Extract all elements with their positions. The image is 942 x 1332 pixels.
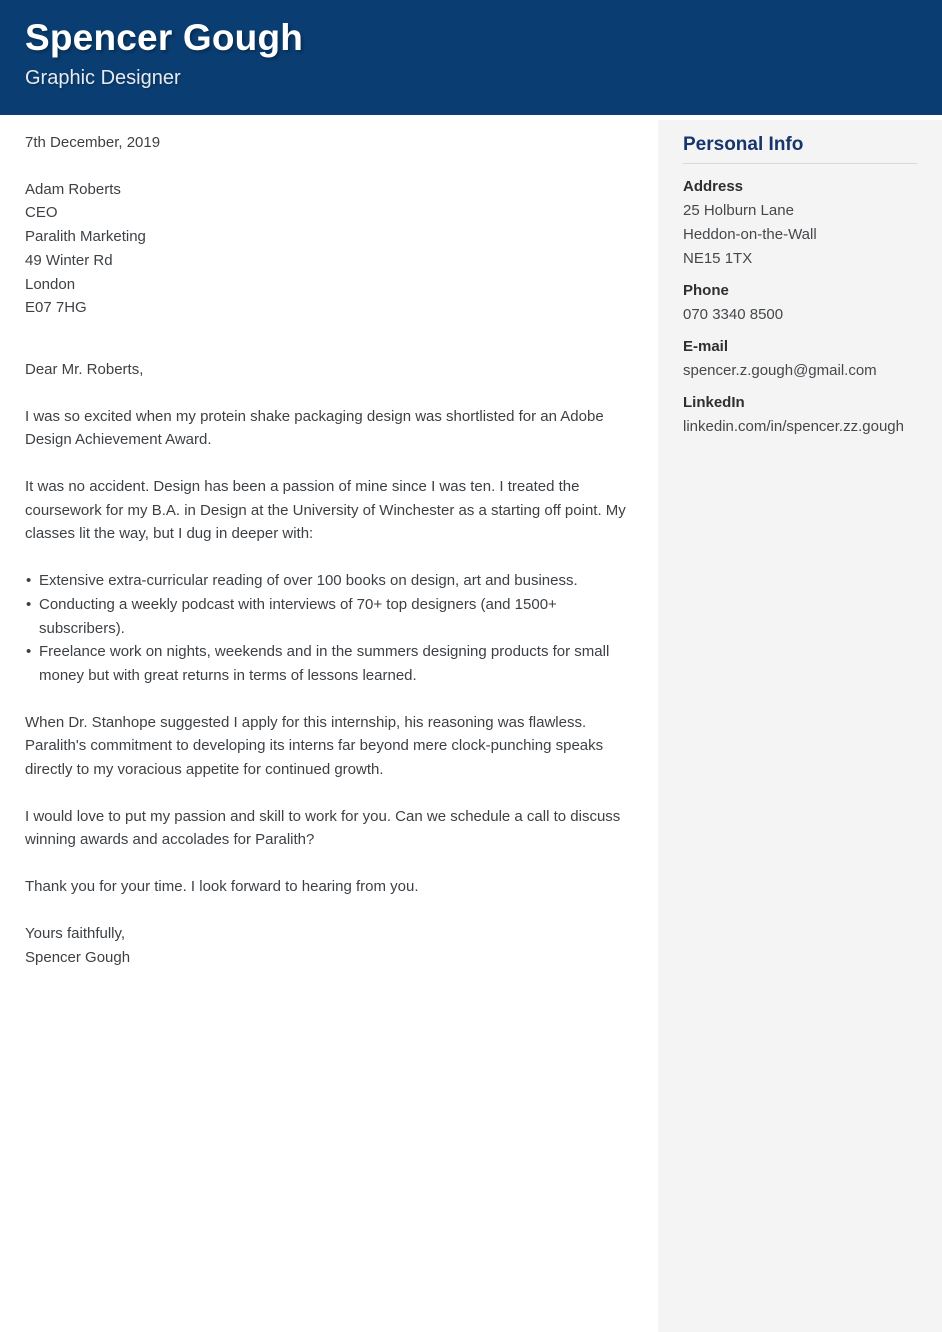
bullet-item: • Conducting a weekly podcast with interviews of 70+ top designers (and 1500+ subscribers). — [25, 593, 630, 640]
letter-date: 7th December, 2019 — [25, 134, 161, 151]
page-header — [0, 0, 942, 115]
recipient-line: Adam Roberts — [25, 180, 121, 198]
letter-paragraph: I was so excited when my protein shake packaging design was shortlisted for an Adobe Design Achievement Award. — [25, 407, 604, 449]
sidebar-heading: Personal Info — [683, 134, 804, 155]
bullet-item: • Freelance work on nights, weekends and in the summers designing products for small money but with great returns in terms of lessons learned. — [25, 640, 630, 687]
info-section-address — [683, 175, 917, 271]
letter-paragraph: It was no accident. Design has been a passion of mine since I was ten. I treated the coursework for my B.A. in Design at the University of Winchester as a starting off point. My classes lit the way, but I dug in deeper with: — [25, 478, 626, 543]
linkedin-value: linkedin.com/in/spencer.zz.gough — [683, 418, 904, 435]
recipient-line: E07 7HG — [25, 299, 87, 317]
sidebar-divider — [683, 163, 917, 164]
info-label: Address — [683, 178, 744, 195]
letter-paragraph: When Dr. Stanhope suggested I apply for this internship, his reasoning was flawless. Paralith's commitment to developing its interns far beyond mere clock-punching speaks directly to my voracious appetite for continued growth. — [25, 713, 604, 779]
address-line: Heddon-on-the-Wall — [683, 226, 817, 243]
closing-block — [25, 922, 630, 969]
candidate-name: Spencer Gough — [25, 17, 304, 58]
recipient-block — [25, 178, 630, 320]
info-section-phone — [683, 279, 917, 327]
signature-name: Spencer Gough — [25, 948, 131, 966]
info-section-email — [683, 335, 917, 383]
address-line: NE15 1TX — [683, 250, 753, 267]
recipient-line: CEO — [25, 204, 58, 222]
personal-info-sidebar — [658, 120, 942, 1332]
bullet-list — [25, 569, 630, 688]
info-label: LinkedIn — [683, 394, 745, 411]
info-label: E-mail — [683, 338, 729, 355]
salutation: Dear Mr. Roberts, — [25, 360, 144, 378]
content-row — [0, 115, 942, 1332]
letter-body — [0, 115, 658, 1332]
info-section-linkedin — [683, 391, 917, 439]
recipient-line: 49 Winter Rd — [25, 251, 113, 269]
recipient-line: Paralith Marketing — [25, 228, 146, 246]
email-value: spencer.z.gough@gmail.com — [683, 362, 877, 379]
phone-value: 070 3340 8500 — [683, 306, 784, 323]
address-line: 25 Holburn Lane — [683, 202, 794, 219]
letter-paragraph: I would love to put my passion and skill to work for you. Can we schedule a call to discuss winning awards and accolades for Paralith? — [25, 807, 621, 849]
bullet-item: • Extensive extra-curricular reading of over 100 books on design, art and business. — [25, 569, 630, 593]
closing-phrase: Yours faithfully, — [25, 924, 126, 942]
job-title: Graphic Designer — [25, 67, 181, 89]
info-label: Phone — [683, 282, 729, 299]
recipient-line: London — [25, 275, 76, 293]
letter-paragraph: Thank you for your time. I look forward to hearing from you. — [25, 878, 419, 896]
